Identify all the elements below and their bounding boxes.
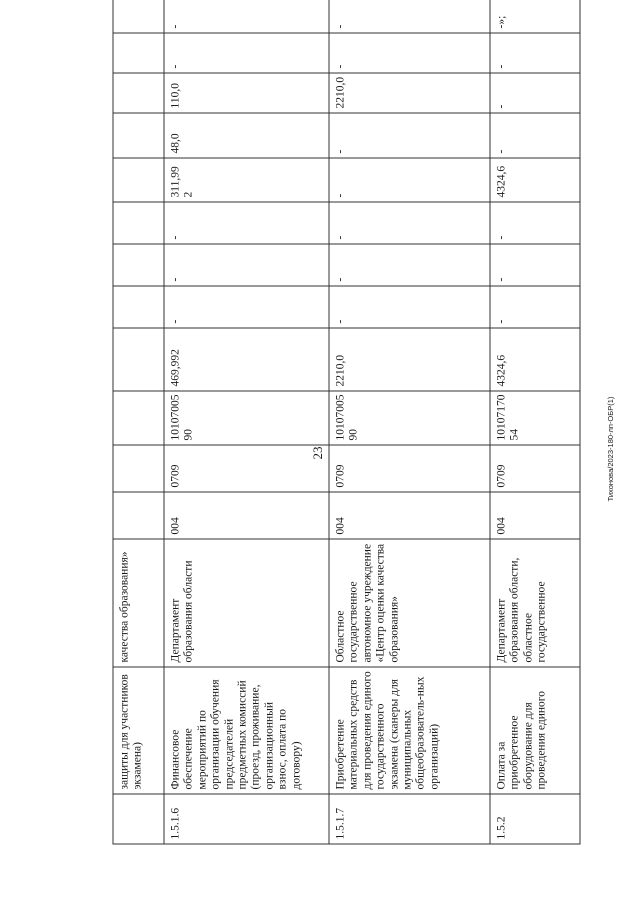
budget-table [113,0,581,845]
year-3-amount: - [329,202,490,244]
year-2-amount: - [490,244,580,286]
year-7-amount: - [164,33,329,73]
executor: Областное государственное автономное учреждение «Центр оценки качества образования» [329,539,490,667]
year-7-amount: - [329,33,490,73]
grbs-code: 004 [164,492,329,539]
year-8-amount: - [329,0,490,33]
executor: Департамент образования области [164,539,329,667]
grbs-code [113,492,164,539]
row-number: 1.5.2 [490,794,580,844]
section-code: 0709 [164,445,329,492]
table-row [164,0,329,844]
year-5-amount [113,113,164,158]
target-article [113,391,164,445]
year-3-amount: - [164,202,329,244]
year-4-amount: 311,992 [164,158,329,202]
executor: Департамент образования области, областное государственное [490,539,580,667]
year-2-amount [113,244,164,286]
row-number: 1.5.1.7 [329,794,490,844]
section-code: 0709 [490,445,580,492]
year-3-amount: - [490,202,580,244]
page-number: 23 [310,446,325,460]
section-code: 0709 [329,445,490,492]
measure-name: Финансовое обеспечение мероприятий по организации обучения председателей предметных комиссий (проезд, проживание, организационный взнос, оплата по договору) [164,667,329,794]
year-1-amount: - [329,286,490,328]
year-6-amount [113,73,164,113]
measure-name: Приобретение материальных средств для проведения единого государственного экзамена (сканеры для муниципальных общеобразователь-ных организаций) [329,667,490,794]
document-footer: Тихонова/2023-180-лп-ОБР(1) [606,396,615,502]
table-row [490,0,580,844]
budget-table-container [113,15,580,845]
year-1-amount: - [490,286,580,328]
total-amount [113,328,164,391]
table-row [329,0,490,844]
year-4-amount: - [329,158,490,202]
year-8-amount: -»; [490,0,580,33]
year-6-amount: 110,0 [164,73,329,113]
total-amount: 2210,0 [329,328,490,391]
total-amount: 4324,6 [490,328,580,391]
year-4-amount: 4324,6 [490,158,580,202]
measure-name: защиты для участников экзамена) [113,667,164,794]
section-code [113,445,164,492]
measure-name: Оплата за приобретенное оборудование для проведения единого [490,667,580,794]
total-amount: 469,992 [164,328,329,391]
table-row [113,0,164,844]
target-article: 1010717054 [490,391,580,445]
year-3-amount [113,202,164,244]
year-8-amount: - [164,0,329,33]
year-6-amount: - [490,73,580,113]
grbs-code: 004 [490,492,580,539]
year-1-amount: - [164,286,329,328]
executor: качества образования» [113,539,164,667]
year-5-amount: - [329,113,490,158]
target-article: 1010700590 [164,391,329,445]
year-2-amount: - [164,244,329,286]
target-article: 1010700590 [329,391,490,445]
year-5-amount: - [490,113,580,158]
year-2-amount: - [329,244,490,286]
year-8-amount [113,0,164,33]
year-7-amount: - [490,33,580,73]
year-4-amount [113,158,164,202]
year-5-amount: 48,0 [164,113,329,158]
year-7-amount [113,33,164,73]
row-number: 1.5.1.6 [164,794,329,844]
row-number [113,794,164,844]
year-1-amount [113,286,164,328]
year-6-amount: 2210,0 [329,73,490,113]
grbs-code: 004 [329,492,490,539]
